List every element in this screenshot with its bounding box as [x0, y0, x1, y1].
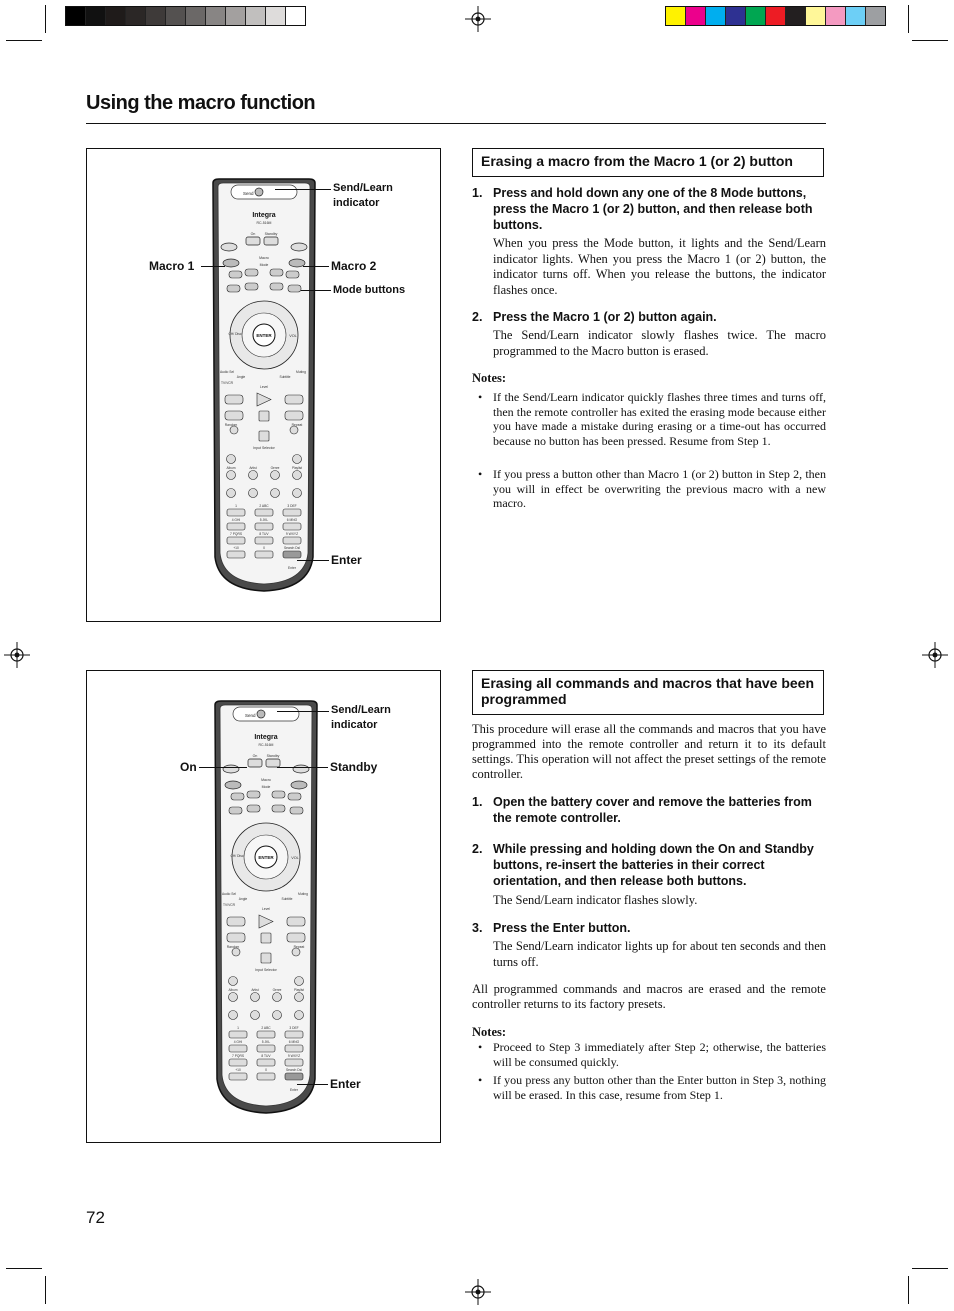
keypad-button[interactable]: [257, 1073, 275, 1080]
keypad-button[interactable]: [285, 1059, 303, 1066]
keypad-button[interactable]: [283, 537, 301, 544]
on-button[interactable]: [248, 759, 262, 767]
input-button[interactable]: [273, 993, 282, 1002]
keypad-button[interactable]: [283, 509, 301, 516]
section2-outro: All programmed commands and macros are erased and the remote controller returns to its factory presets.: [472, 982, 826, 1011]
registration-target-top-icon: [465, 6, 491, 32]
registration-swatch: [146, 7, 166, 25]
title-rule: [86, 123, 826, 124]
stop-button[interactable]: [259, 411, 269, 421]
registration-swatch: [226, 7, 246, 25]
send-learn-indicator: [257, 710, 265, 718]
mode-button[interactable]: [247, 805, 260, 812]
standby-button[interactable]: [266, 759, 280, 767]
input-button[interactable]: [271, 471, 280, 480]
registration-swatch: [166, 7, 186, 25]
remote-genre-label: Genre: [272, 988, 282, 992]
remote-random-label: Random: [224, 423, 238, 427]
registration-swatch: [766, 7, 786, 25]
remote-send-label: Send: [245, 713, 256, 718]
section1-step2: 2. Press the Macro 1 (or 2) button again.: [472, 310, 717, 324]
standby-button[interactable]: [264, 237, 278, 245]
page-title: Using the macro function: [86, 92, 316, 114]
registration-swatch: [786, 7, 806, 25]
remote-audio-sel-label: Audio Sel: [219, 370, 235, 374]
remote-on-label: On: [252, 754, 258, 758]
remote-audio-sel-label: Audio Sel: [221, 892, 237, 896]
figure-panel-macro-erase: [86, 148, 441, 622]
remote-mode-label: Mode: [259, 263, 269, 267]
remote-repeat-label: Repeat: [293, 945, 305, 949]
label-send-learn-indicator: Send/Learn indicator: [333, 182, 393, 209]
remote-standby-label: Standby: [264, 232, 278, 236]
registration-swatch: [106, 7, 126, 25]
registration-swatch: [686, 7, 706, 25]
remote-album-label: Album: [228, 988, 238, 992]
remote-enter-text: ENTER: [256, 333, 272, 338]
remote-muting-label: Muting: [298, 892, 308, 896]
remote-muting-label: Muting: [296, 370, 306, 374]
macro2-button[interactable]: [291, 781, 307, 789]
remote-repeat-label: Repeat: [291, 423, 303, 427]
side-button-right[interactable]: [291, 243, 307, 251]
mode-button[interactable]: [227, 285, 240, 292]
section1-notes-heading: Notes:: [472, 371, 507, 385]
keypad-label: 3 DEF: [289, 1026, 299, 1030]
remote-vol-label: VOL: [289, 334, 297, 338]
remote-on-label: On: [250, 232, 256, 236]
input-button[interactable]: [227, 455, 236, 464]
keypad-label: +10: [235, 1068, 241, 1072]
mode-button[interactable]: [231, 793, 244, 800]
keypad-button[interactable]: [255, 551, 273, 558]
section2-step2-body: The Send/Learn indicator flashes slowly.: [493, 893, 698, 907]
remote-angle-label: Angle: [236, 375, 246, 379]
section2-step3: 3. Press the Enter button.: [472, 921, 631, 935]
transport-button[interactable]: [227, 917, 245, 926]
mode-button[interactable]: [270, 269, 283, 276]
transport-button[interactable]: [285, 395, 303, 404]
keypad-label: 7 PQRS: [229, 532, 243, 536]
input-button[interactable]: [249, 471, 258, 480]
keypad-label: Search Dsl: [283, 546, 301, 550]
remote-model: RC-516M: [256, 221, 272, 225]
figure-panel-erase-all: [86, 670, 441, 1143]
keypad-button[interactable]: [255, 537, 273, 544]
keypad-button[interactable]: [285, 1045, 303, 1052]
label-enter: Enter: [330, 1077, 361, 1091]
keypad-label: 4 GHI: [231, 518, 241, 522]
grayscale-registration-strip: [65, 6, 306, 26]
keypad-label: 0: [263, 546, 265, 550]
remote-standby-label: Standby: [266, 754, 280, 758]
label-macro1: Macro 1: [149, 259, 195, 273]
registration-swatch: [206, 7, 226, 25]
keypad-label: 8 TUV: [261, 1054, 271, 1058]
input-button[interactable]: [293, 471, 302, 480]
side-button-left[interactable]: [221, 243, 237, 251]
mode-button[interactable]: [245, 283, 258, 290]
registration-swatch: [746, 7, 766, 25]
keypad-label: 2 ABC: [261, 1026, 271, 1030]
keypad-button[interactable]: [283, 551, 301, 558]
keypad-button[interactable]: [255, 509, 273, 516]
section2-heading: Erasing all commands and macros that have been programmed: [472, 670, 824, 715]
keypad-button[interactable]: [229, 1045, 247, 1052]
remote-ch-label: CH/ Disc: [228, 332, 242, 336]
keypad-button[interactable]: [229, 1031, 247, 1038]
section2-step1: 1. Open the battery cover and remove the batteries from the remote controller.: [472, 795, 812, 825]
transport-button[interactable]: [287, 933, 305, 942]
remote-album-label: Album: [226, 466, 236, 470]
input-button[interactable]: [295, 977, 304, 986]
color-registration-strip: [665, 6, 886, 26]
keypad-label: Search Dsl: [285, 1068, 303, 1072]
label-on: On: [180, 760, 197, 774]
keypad-button[interactable]: [227, 537, 245, 544]
registration-swatch: [266, 7, 286, 25]
keypad-button[interactable]: [227, 551, 245, 558]
keypad-button[interactable]: [229, 1059, 247, 1066]
input-button[interactable]: [229, 1011, 238, 1020]
keypad-label: 5 JKL: [261, 1040, 271, 1044]
mode-button[interactable]: [290, 807, 303, 814]
remote-artist-label: Artist: [249, 466, 257, 470]
random-button[interactable]: [230, 426, 238, 434]
input-button[interactable]: [227, 489, 236, 498]
page-number: 72: [86, 1208, 105, 1227]
transport-button[interactable]: [285, 411, 303, 420]
keypad-button[interactable]: [229, 1073, 247, 1080]
remote-controller-illustration: [211, 699, 321, 1122]
mode-button[interactable]: [229, 271, 242, 278]
transport-button[interactable]: [227, 933, 245, 942]
remote-subtitle-label: Subtitle: [281, 897, 293, 901]
remote-angle-label: Angle: [238, 897, 248, 901]
remote-enter-key-label: Enter: [288, 566, 296, 570]
input-button[interactable]: [229, 977, 238, 986]
registration-swatch: [66, 7, 86, 25]
remote-ch-label: CH/ Disc: [230, 854, 244, 858]
section2-notes-heading: Notes:: [472, 1025, 507, 1039]
section1-step1: 1. Press and hold down any one of the 8 Mode buttons, press the Macro 1 (or 2) button, and then release both buttons.: [472, 186, 813, 232]
remote-macro-label: Macro: [261, 778, 271, 782]
registration-target-bottom-icon: [465, 1279, 491, 1305]
input-button[interactable]: [271, 489, 280, 498]
section1-heading: Erasing a macro from the Macro 1 (or 2) button: [472, 148, 824, 177]
keypad-button[interactable]: [257, 1059, 275, 1066]
label-enter: Enter: [331, 553, 362, 567]
keypad-button[interactable]: [285, 1031, 303, 1038]
section2-intro: This procedure will erase all the commands and macros that you have programmed into the remote controller and return it to its default settings. This operation will not affect the preset settings of the remote controller.: [472, 722, 826, 781]
remote-model: RC-516M: [258, 743, 274, 747]
keypad-button[interactable]: [255, 523, 273, 530]
mode-button[interactable]: [229, 807, 242, 814]
keypad-button[interactable]: [283, 523, 301, 530]
section2-step2: 2. While pressing and holding down the On and Standby buttons, re-insert the batteries in their correct orientation, and then release both buttons.: [472, 842, 814, 888]
remote-controller-illustration: [209, 177, 319, 600]
keypad-label: 2 ABC: [259, 504, 269, 508]
remote-playlist-label: Playlist: [291, 466, 303, 470]
mode-button[interactable]: [247, 791, 260, 798]
remote-send-label: Send: [243, 191, 254, 196]
label-mode-buttons: Mode buttons: [333, 284, 406, 296]
on-button[interactable]: [246, 237, 260, 245]
label-macro2: Macro 2: [331, 259, 377, 273]
registration-target-right-icon: [922, 642, 948, 668]
label-send-learn-indicator: Send/Learn indicator: [331, 704, 391, 731]
remote-brand: Integra: [252, 212, 276, 219]
input-button[interactable]: [273, 1011, 282, 1020]
keypad-label: 6 MNO: [288, 1040, 300, 1044]
repeat-button[interactable]: [292, 948, 300, 956]
registration-target-left-icon: [4, 642, 30, 668]
keypad-label: 3 DEF: [287, 504, 297, 508]
remote-level-label: Level: [260, 385, 268, 389]
registration-swatch: [666, 7, 686, 25]
input-button[interactable]: [227, 471, 236, 480]
keypad-label: 8 TUV: [259, 532, 269, 536]
macro1-button[interactable]: [223, 259, 239, 267]
remote-playlist-label: Playlist: [293, 988, 305, 992]
stop-button[interactable]: [261, 933, 271, 943]
input-button[interactable]: [251, 993, 260, 1002]
section1-step2-body: The Send/Learn indicator slowly flashes twice. The macro programmed to the Macro button is erased.: [493, 328, 826, 358]
registration-swatch: [246, 7, 266, 25]
mode-button[interactable]: [288, 285, 301, 292]
remote-brand: Integra: [254, 734, 278, 741]
send-learn-indicator: [255, 188, 263, 196]
remote-tv-vcr-label: TV/VCR: [220, 381, 234, 385]
input-button[interactable]: [293, 489, 302, 498]
mode-button[interactable]: [270, 283, 283, 290]
registration-swatch: [726, 7, 746, 25]
remote-svg: [209, 177, 319, 595]
keypad-label: 6 MNO: [286, 518, 298, 522]
remote-artist-label: Artist: [251, 988, 259, 992]
input-button[interactable]: [295, 993, 304, 1002]
registration-swatch: [286, 7, 305, 25]
mode-button[interactable]: [286, 271, 299, 278]
registration-swatch: [866, 7, 885, 25]
remote-input-selector-label: Input Selector: [255, 968, 277, 972]
mode-button[interactable]: [245, 269, 258, 276]
remote-svg: [211, 699, 321, 1117]
section2-note1: • Proceed to Step 3 immediately after Step 2; otherwise, the batteries will be consumed quickly.: [478, 1040, 826, 1069]
registration-swatch: [86, 7, 106, 25]
remote-vol-label: VOL: [291, 856, 299, 860]
remote-input-selector-label: Input Selector: [253, 446, 275, 450]
input-button[interactable]: [229, 993, 238, 1002]
keypad-label: 1: [237, 1026, 239, 1030]
remote-macro-label: Macro: [259, 256, 269, 260]
remote-mode-label: Mode: [261, 785, 271, 789]
registration-swatch: [806, 7, 826, 25]
keypad-label: 0: [265, 1068, 267, 1072]
input-button[interactable]: [293, 455, 302, 464]
keypad-label: 4 GHI: [233, 1040, 243, 1044]
keypad-button[interactable]: [285, 1073, 303, 1080]
label-standby: Standby: [330, 760, 378, 774]
keypad-label: 9 WXYZ: [287, 1054, 301, 1058]
keypad-label: 5 JKL: [259, 518, 269, 522]
registration-swatch: [126, 7, 146, 25]
remote-enter-text: ENTER: [258, 855, 274, 860]
section1-note2: • If you press a button other than Macro 1 (or 2) button in Step 2, then you will in effect be overwriting the previous macro with a new macro.: [478, 467, 826, 511]
keypad-label: 7 PQRS: [231, 1054, 245, 1058]
section2-step3-body: The Send/Learn indicator lights up for about ten seconds and then turns off.: [493, 939, 826, 969]
remote-subtitle-label: Subtitle: [279, 375, 291, 379]
keypad-label: +10: [233, 546, 239, 550]
section1-note1: • If the Send/Learn indicator quickly flashes three times and turns off, then the remote controller has exited the erasing mode because either you have made a mistake during erasing or a time-out has occurred because no button has been pressed. Resume from Step 1.: [478, 390, 826, 448]
registration-swatch: [186, 7, 206, 25]
pause-button[interactable]: [259, 431, 269, 441]
input-button[interactable]: [251, 1011, 260, 1020]
remote-level-label: Level: [262, 907, 270, 911]
macro1-button[interactable]: [225, 781, 241, 789]
section2-note2: • If you press any button other than the Enter button in Step 3, nothing will be erased. In this case, resume from Step 1.: [478, 1073, 826, 1102]
keypad-button[interactable]: [257, 1031, 275, 1038]
registration-swatch: [846, 7, 866, 25]
transport-button[interactable]: [287, 917, 305, 926]
section1-step1-body: When you press the Mode button, it lights and the Send/Learn indicator lights. When you press the Macro 1 (or 2) button, the indicator turns off. When you release the buttons, the indicator flashes once.: [493, 236, 826, 297]
keypad-label: 9 WXYZ: [285, 532, 299, 536]
keypad-button[interactable]: [227, 523, 245, 530]
repeat-button[interactable]: [290, 426, 298, 434]
random-button[interactable]: [232, 948, 240, 956]
remote-enter-key-label: Enter: [290, 1088, 298, 1092]
transport-button[interactable]: [225, 395, 243, 404]
keypad-button[interactable]: [227, 509, 245, 516]
keypad-label: 1: [235, 504, 237, 508]
input-button[interactable]: [249, 489, 258, 498]
input-button[interactable]: [295, 1011, 304, 1020]
mode-button[interactable]: [272, 791, 285, 798]
remote-tv-vcr-label: TV/VCR: [222, 903, 236, 907]
mode-button[interactable]: [288, 793, 301, 800]
mode-button[interactable]: [272, 805, 285, 812]
keypad-button[interactable]: [257, 1045, 275, 1052]
remote-random-label: Random: [226, 945, 240, 949]
registration-swatch: [826, 7, 846, 25]
transport-button[interactable]: [225, 411, 243, 420]
registration-swatch: [706, 7, 726, 25]
pause-button[interactable]: [261, 953, 271, 963]
remote-genre-label: Genre: [270, 466, 280, 470]
